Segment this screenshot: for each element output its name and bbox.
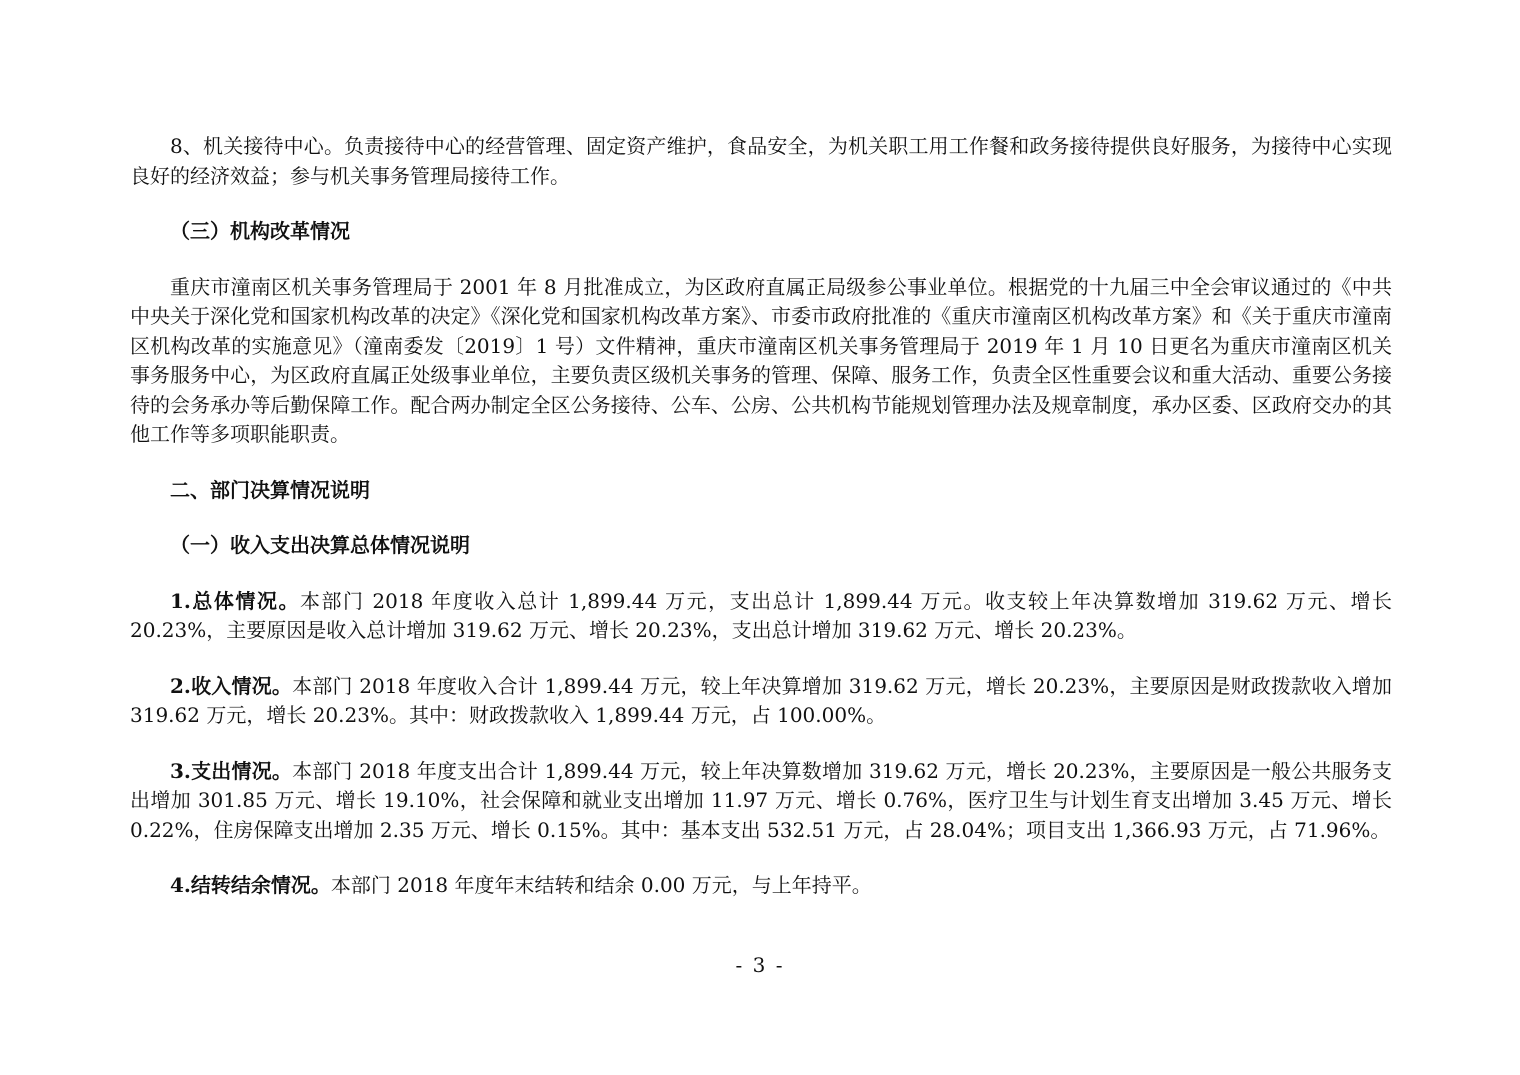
paragraph-expenditure-situation xyxy=(130,757,1392,846)
carryover-balance-text: 本部门 2018 年度年末结转和结余 0.00 万元，与上年持平。 xyxy=(330,873,872,897)
paragraph-overall-situation xyxy=(130,587,1392,646)
paragraph-reception-center: 8、机关接待中心。负责接待中心的经营管理、固定资产维护，食品安全，为机关职工用工作餐和政务接待提供良好服务，为接待中心实现良好的经济效益；参与机关事务管理局接待工作。 xyxy=(130,134,1392,188)
carryover-balance-lead: 4.结转结余情况。 xyxy=(170,873,331,897)
paragraph-carryover-balance xyxy=(130,871,1392,901)
paragraph-income-situation xyxy=(130,672,1392,731)
expenditure-situation-text: 本部门 2018 年度支出合计 1,899.44 万元，较上年决算数增加 319.62 万元，增长 20.23%，主要原因是一般公共服务支出增加 301.85 万元、增长 19.10%，社会保障和就业支出增加 11.97 万元、增长 0.76%，医疗卫生与计划生育支出增加 3.45 万元、增长 0.22%，住房保障支出增加 2.35 万元、增长 0.15%。其中：基本支出 532.51 万元，占 28.04%；项目支出 1,366.93 万元，占 71.96%。 xyxy=(130,758,1392,842)
overall-situation-lead: 1.总体情况。 xyxy=(170,588,300,613)
income-situation-lead: 2.收入情况。 xyxy=(170,673,293,698)
expenditure-situation-lead: 3.支出情况。 xyxy=(170,758,293,783)
document-body xyxy=(130,132,1392,901)
overall-situation-text: 本部门 2018 年度收入总计 1,899.44 万元，支出总计 1,899.44 万元。收支较上年决算数增加 319.62 万元、增长 20.23%，主要原因是收入总计增加 319.62 万元、增长 20.23%，支出总计增加 319.62 万元、增长 20.23%。 xyxy=(130,588,1392,642)
income-situation-text: 本部门 2018 年度收入合计 1,899.44 万元，较上年决算增加 319.62 万元，增长 20.23%，主要原因是财政拨款收入增加 319.62 万元，增长 20.23%。其中：财政拨款收入 1,899.44 万元，占 100.00%。 xyxy=(130,673,1392,727)
paragraph-institutional-reform: 重庆市潼南区机关事务管理局于 2001 年 8 月批准成立，为区政府直属正局级参公事业单位。根据党的十九届三中全会审议通过的《中共中央关于深化党和国家机构改革的决定》《深化党和国家机构改革方案》、市委市政府批准的《重庆市潼南区机构改革方案》和《关于重庆市潼南区机构改革的实施意见》（潼南委发〔2019〕1 号）文件精神，重庆市潼南区机关事务管理局于 2019 年 1 月 10 日更名为重庆市潼南区机关事务服务中心，为区政府直属正处级事业单位，主要负责区级机关事务的管理、保障、服务工作，负责全区性重要会议和重大活动、重要公务接待的会务承办等后勤保障工作。配合两办制定全区公务接待、公车、公房、公共机构节能规划管理办法及规章制度，承办区委、区政府交办的其他工作等多项职能职责。 xyxy=(130,274,1392,446)
heading-institutional-reform: （三）机构改革情况 xyxy=(170,219,350,243)
page-number: - 3 - xyxy=(735,953,785,977)
heading-income-expenditure-overview: （一）收入支出决算总体情况说明 xyxy=(170,533,470,557)
heading-final-accounts: 二、部门决算情况说明 xyxy=(170,477,370,502)
